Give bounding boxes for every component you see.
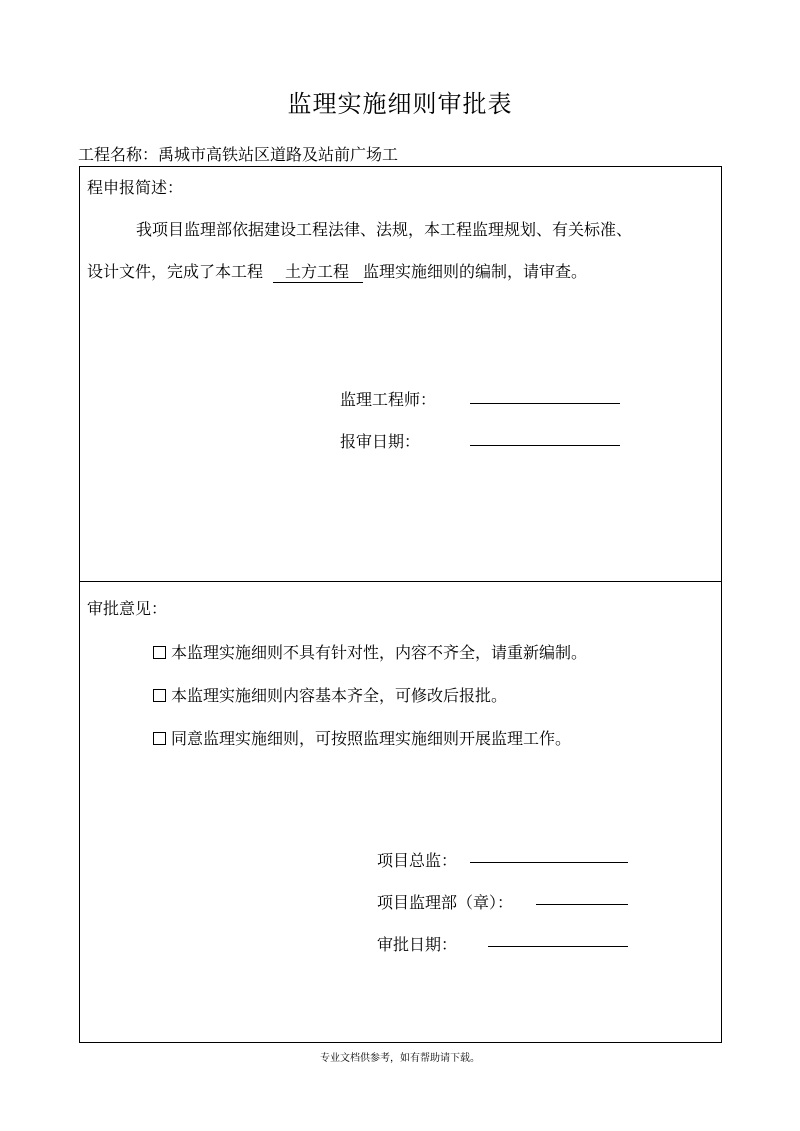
page-footer: 专业文档供参考，如有帮助请下载。 <box>320 1053 480 1064</box>
approval-date-line[interactable] <box>488 946 628 947</box>
approval-option-3[interactable] <box>153 726 571 749</box>
dept-seal-line[interactable] <box>536 904 628 905</box>
report-para-line1: 我项目监理部依据建设工程法律、法规，本工程监理规划、有关标准、 <box>136 220 633 239</box>
checkbox-icon[interactable] <box>153 646 166 659</box>
checkbox-icon[interactable] <box>153 689 166 702</box>
director-signature-line[interactable] <box>470 862 628 863</box>
approval-option-label: 本监理实施细则不具有针对性，内容不齐全，请重新编制。 <box>171 643 588 662</box>
work-item-fill: 土方工程 <box>273 262 363 283</box>
report-heading: 程申报简述： <box>87 178 184 197</box>
dept-seal-label: 项目监理部（章）： <box>377 893 514 912</box>
report-date-label: 报审日期： <box>340 432 421 451</box>
approval-option-2[interactable] <box>153 683 507 706</box>
report-section <box>79 166 722 582</box>
approval-option-1[interactable] <box>153 640 587 663</box>
director-label: 项目总监： <box>377 851 458 870</box>
project-name-row <box>78 142 398 165</box>
checkbox-icon[interactable] <box>153 732 166 745</box>
report-para-line2 <box>87 259 587 282</box>
engineer-label: 监理工程师： <box>340 390 437 409</box>
approval-option-label: 同意监理实施细则，可按照监理实施细则开展监理工作。 <box>171 729 572 748</box>
approval-heading: 审批意见： <box>87 599 168 618</box>
report-date-line[interactable] <box>470 445 620 446</box>
approval-option-label: 本监理实施细则内容基本齐全，可修改后报批。 <box>171 686 508 705</box>
project-name-label: 工程名称： <box>78 145 159 164</box>
approval-section <box>79 581 722 1043</box>
page-title: 监理实施细则审批表 <box>287 90 513 118</box>
engineer-signature-line[interactable] <box>470 403 620 404</box>
report-para-line2-post: 监理实施细则的编制，请审查。 <box>363 262 588 281</box>
project-name-value: 禹城市高铁站区道路及站前广场工 <box>158 145 399 164</box>
report-para-line2-pre: 设计文件，完成了本工程 <box>87 262 264 281</box>
approval-date-label: 审批日期： <box>377 935 458 954</box>
